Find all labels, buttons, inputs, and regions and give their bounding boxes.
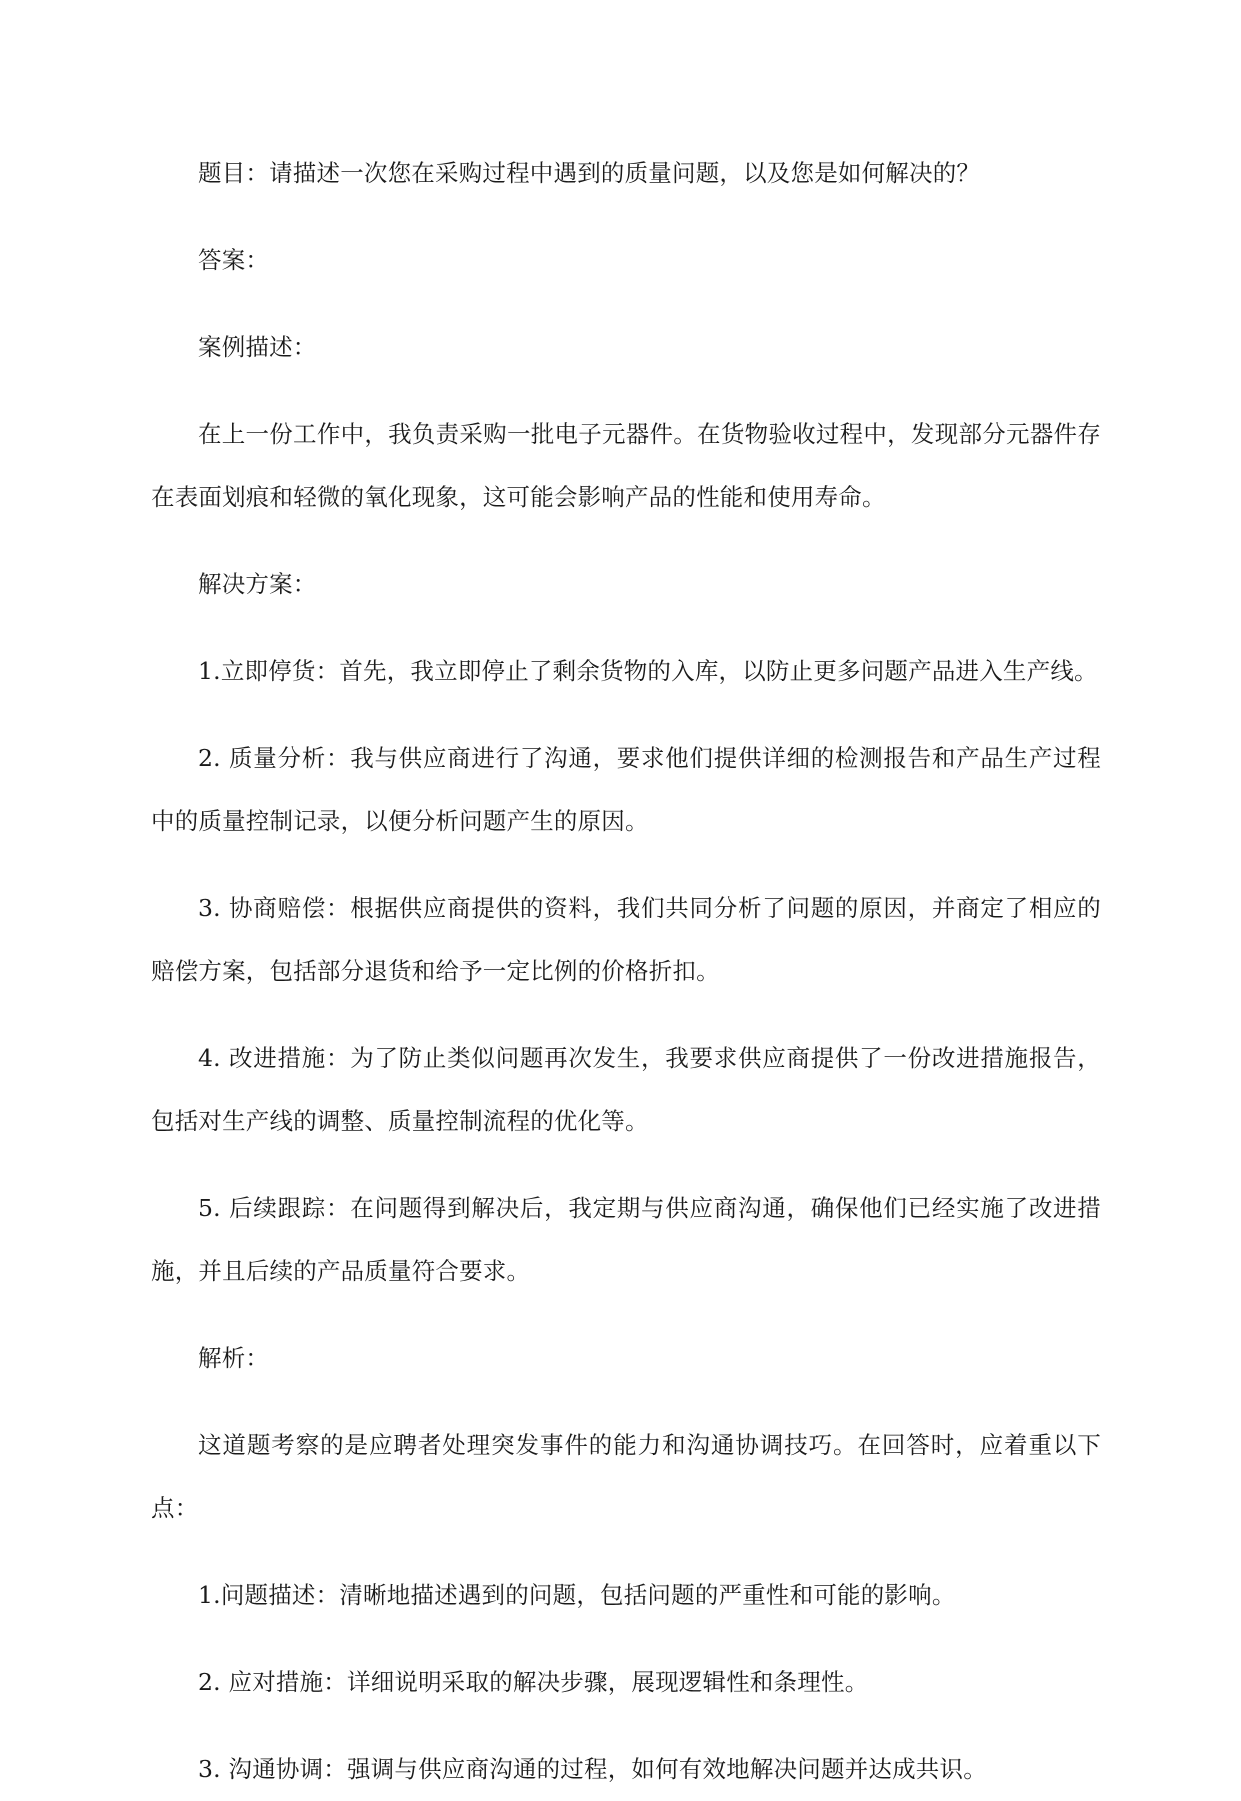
document-body [151,142,1101,1801]
solution-step: 5. 后续跟踪：在问题得到解决后，我定期与供应商沟通，确保他们已经实施了改进措施，并且后续的产品质量符合要求。 [151,1194,1101,1285]
analysis-label: 解析： [198,1344,270,1372]
solution-step: 4. 改进措施：为了防止类似问题再次发生，我要求供应商提供了一份改进措施报告，包括对生产线的调整、质量控制流程的优化等。 [151,1044,1101,1135]
analysis-point: 2. 应对措施：详细说明采取的解决步骤，展现逻辑性和条理性。 [198,1668,869,1696]
analysis-point: 3. 沟通协调：强调与供应商沟通的过程，如何有效地解决问题并达成共识。 [198,1755,987,1783]
case-description: 在上一份工作中，我负责采购一批电子元器件。在货物验收过程中，发现部分元器件存在表面划痕和轻微的氧化现象，这可能会影响产品的性能和使用寿命。 [151,420,1101,511]
analysis-text: 这道题考察的是应聘者处理突发事件的能力和沟通协调技巧。在回答时，应着重以下点： [151,1431,1101,1522]
question-text: 题目：请描述一次您在采购过程中遇到的质量问题，以及您是如何解决的？ [198,159,981,187]
answer-label: 答案： [198,246,270,274]
solution-step: 2. 质量分析：我与供应商进行了沟通，要求他们提供详细的检测报告和产品生产过程中的质量控制记录，以便分析问题产生的原因。 [151,744,1101,835]
solution-step: 1.立即停货：首先，我立即停止了剩余货物的入库，以防止更多问题产品进入生产线。 [198,657,1098,685]
analysis-point: 1.问题描述：清晰地描述遇到的问题，包括问题的严重性和可能的影响。 [198,1581,956,1609]
case-label: 案例描述： [198,333,317,361]
solution-label: 解决方案： [198,570,317,598]
solution-step: 3. 协商赔偿：根据供应商提供的资料，我们共同分析了问题的原因，并商定了相应的赔偿方案，包括部分退货和给予一定比例的价格折扣。 [151,894,1101,985]
